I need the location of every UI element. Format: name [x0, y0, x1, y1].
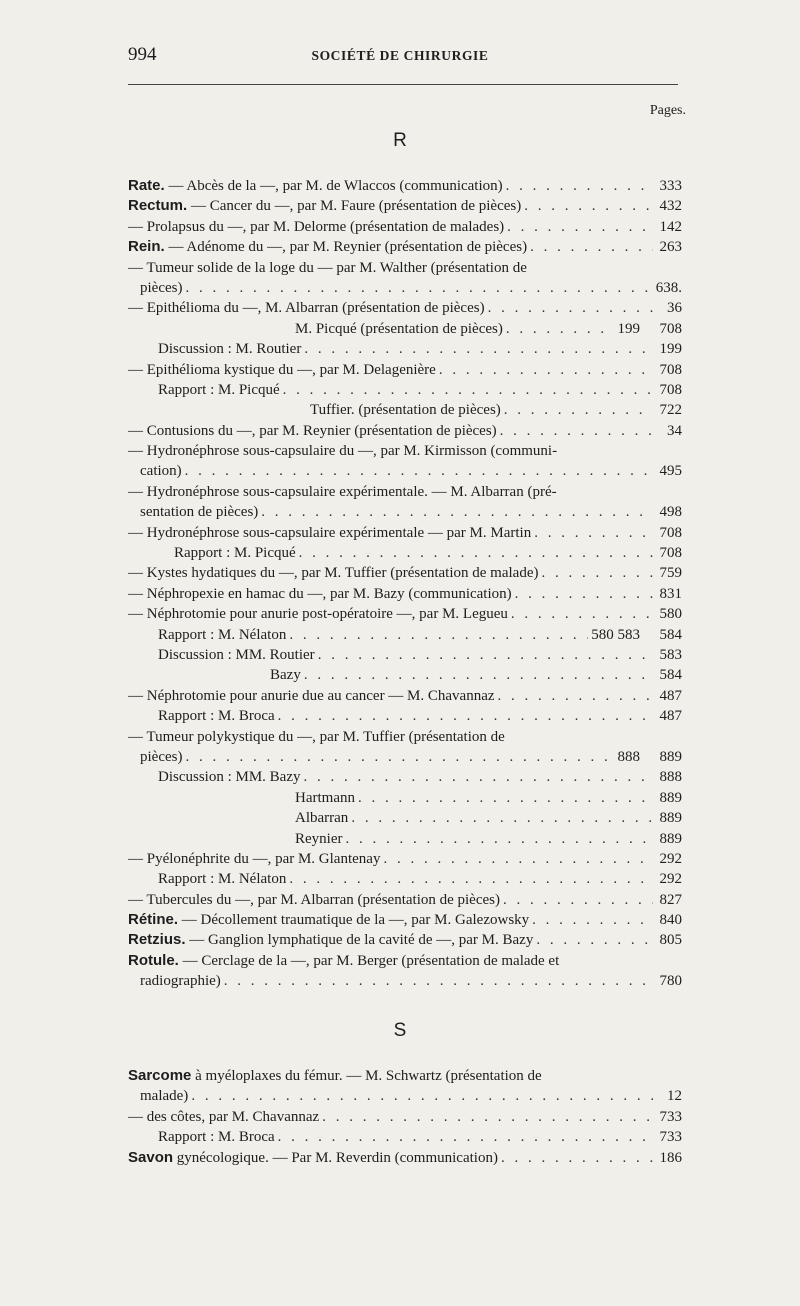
entry-text	[270, 665, 301, 685]
page-reference: 263	[659, 239, 682, 256]
entry-text	[128, 421, 497, 441]
index-entry-line	[128, 196, 682, 216]
dot-leader	[541, 563, 653, 583]
section-letter-r: R	[393, 130, 407, 151]
dot-leader	[530, 237, 653, 257]
entry-text	[128, 1148, 498, 1168]
page-reference: 889	[659, 748, 682, 765]
page-reference: 827	[659, 891, 682, 908]
dot-leader	[191, 1086, 653, 1106]
entry-text	[128, 584, 512, 604]
page-reference: 487	[659, 708, 682, 725]
index-entry-line	[128, 951, 682, 971]
entry-body: Rapport : M. Picqué	[158, 381, 280, 398]
index-entry-line	[128, 890, 682, 910]
dot-leader	[536, 930, 653, 950]
dot-leader	[503, 890, 653, 910]
extra-page-reference: 199	[617, 320, 640, 337]
entry-body: pièces)	[140, 279, 183, 296]
index-entry-line	[128, 258, 682, 278]
entry-body: — Néphrotomie pour anurie due au cancer — M. Chavannaz	[128, 687, 495, 704]
dot-leader	[304, 339, 653, 359]
page-reference: 708	[659, 524, 682, 541]
entry-text	[158, 767, 301, 787]
extra-page-reference: 888	[617, 748, 640, 765]
index-entry-line	[128, 727, 682, 747]
index-entry-line	[128, 523, 682, 543]
index-entry-line	[128, 604, 682, 624]
entry-body: pièces)	[140, 748, 183, 765]
entry-text	[128, 258, 527, 278]
page-reference: 584	[659, 626, 682, 643]
dot-leader	[289, 625, 588, 645]
entry-heading: Rectum.	[128, 197, 188, 215]
entry-body: Albarran	[295, 810, 349, 827]
dot-leader	[358, 788, 653, 808]
entry-text	[140, 278, 182, 298]
index-entry-line	[128, 339, 682, 359]
entry-heading: Retzius.	[128, 931, 186, 949]
entry-body: — Pyélonéphrite du —, par M. Glantenay	[128, 850, 381, 867]
entry-text	[140, 1086, 188, 1106]
entry-body: Rapport : M. Broca	[158, 1129, 275, 1146]
index-entry-line	[128, 788, 682, 808]
entry-text	[128, 196, 521, 216]
index-entry-line	[128, 1066, 682, 1086]
entry-body: — Epithélioma kystique du —, par M. Delagenière	[128, 361, 436, 378]
dot-leader	[351, 808, 653, 828]
entry-body: Bazy	[270, 667, 301, 684]
entry-text	[295, 319, 503, 339]
page-reference: 142	[659, 218, 682, 235]
page-reference: 733	[659, 1129, 682, 1146]
page-reference: 638.	[655, 279, 682, 296]
entry-body: — Kystes hydatiques du —, par M. Tuffier (présentation de malade)	[128, 565, 539, 582]
entry-body: à myéloplaxes du fémur. — M. Schwartz (présentation de	[191, 1068, 542, 1084]
entry-text	[128, 1107, 319, 1127]
index-entry-line	[128, 584, 682, 604]
entry-body: Rapport : M. Broca	[158, 708, 275, 725]
entry-text	[128, 563, 538, 583]
index-entry-line	[128, 278, 682, 298]
dot-leader	[506, 176, 653, 196]
entry-body: — Cancer du —, par M. Faure (présentation de pièces)	[187, 198, 522, 215]
index-entry-line	[128, 829, 682, 849]
entry-text	[295, 808, 348, 828]
pages-column-label: Pages.	[649, 103, 686, 118]
dot-leader	[278, 1127, 653, 1147]
index-entry-line	[128, 176, 682, 196]
entry-text	[128, 604, 508, 624]
entry-body: — Abcès de la —, par M. de Wlaccos (communication)	[164, 178, 503, 194]
entry-text	[140, 461, 182, 481]
running-title: SOCIÉTÉ DE CHIRURGIE	[311, 48, 489, 63]
index-entry-line	[128, 482, 682, 502]
index-entry-line	[128, 1107, 682, 1127]
entry-body: Rapport : M. Picqué	[174, 545, 296, 562]
dot-leader	[185, 461, 653, 481]
index-entry-line	[128, 849, 682, 869]
entry-text	[158, 869, 286, 889]
page-reference: 498	[659, 504, 682, 521]
page-reference: 708	[659, 361, 682, 378]
entry-body: — Epithélioma du —, M. Albarran (présentation de pièces)	[128, 300, 485, 317]
page-reference: 495	[659, 463, 682, 480]
entry-text	[295, 829, 342, 849]
entry-body: Discussion : M. Routier	[158, 341, 302, 358]
entry-body: Discussion : MM. Bazy	[158, 769, 301, 786]
entry-heading: Sarcome	[128, 1067, 192, 1084]
entry-text	[128, 1066, 542, 1086]
entry-heading: Savon	[128, 1148, 174, 1166]
entry-body: — Hydronéphrose sous-capsulaire du —, par M. Kirmisson (communi-	[128, 443, 558, 460]
dot-leader	[322, 1107, 653, 1127]
entry-text	[128, 951, 559, 971]
entry-text	[140, 971, 221, 991]
page-reference: 432	[659, 198, 682, 215]
entry-body: gynécologique. — Par M. Reverdin (communication)	[173, 1149, 498, 1166]
entry-body: — Décollement traumatique de la —, par M. Galezowsky	[178, 912, 530, 929]
entry-text	[158, 339, 301, 359]
page-reference: 580	[659, 606, 682, 623]
index-entry-line	[128, 706, 682, 726]
page-reference: 889	[659, 810, 682, 827]
index-entry-line	[128, 1086, 682, 1106]
entry-heading: Rotule.	[128, 951, 179, 969]
page-reference: 36	[667, 300, 682, 317]
index-entry-line	[128, 686, 682, 706]
index-entry-line	[128, 543, 682, 563]
index-entry-line	[128, 237, 682, 257]
entry-heading: Rétine.	[128, 911, 179, 929]
entry-body: Rapport : M. Nélaton	[158, 626, 287, 643]
page-reference: 12	[667, 1088, 682, 1105]
entry-text	[128, 298, 485, 318]
page-reference: 292	[659, 871, 682, 888]
index-entry-line	[128, 563, 682, 583]
dot-leader	[524, 196, 653, 216]
entry-body: Hartmann	[295, 789, 355, 806]
page-reference: 708	[659, 381, 682, 398]
entry-body: — Tubercules du —, par M. Albarran (présentation de pièces)	[128, 891, 500, 908]
entry-text	[128, 360, 436, 380]
index-entry-line	[128, 360, 682, 380]
page-reference: 759	[659, 565, 682, 582]
entry-text	[128, 890, 500, 910]
entry-body: — Hydronéphrose sous-capsulaire expérimentale. — M. Albarran (pré-	[128, 483, 557, 500]
page-reference: 584	[659, 667, 682, 684]
dot-leader	[383, 849, 653, 869]
entry-text	[158, 380, 280, 400]
page-reference: 805	[659, 932, 682, 949]
entry-text	[128, 523, 531, 543]
dot-leader	[278, 706, 653, 726]
entry-body: — Cerclage de la —, par M. Berger (présentation de malade et	[178, 952, 560, 969]
entry-body: — Prolapsus du —, par M. Delorme (présentation de malades)	[128, 218, 505, 235]
page-reference: 888	[659, 769, 682, 786]
index-entry-line	[128, 502, 682, 522]
index-entry-line	[128, 1127, 682, 1147]
entry-text	[128, 482, 557, 502]
entry-body: cation)	[140, 463, 182, 480]
entry-body: — des côtes, par M. Chavannaz	[128, 1108, 320, 1125]
dot-leader	[534, 523, 653, 543]
entry-text	[128, 237, 527, 257]
dot-leader	[299, 543, 653, 563]
entry-body: — Contusions du —, par M. Reynier (présentation de pièces)	[128, 422, 497, 439]
entry-body: Tuffier. (présentation de pièces)	[310, 402, 501, 419]
dot-leader	[304, 767, 654, 787]
page-reference: 708	[659, 320, 682, 337]
entry-text	[158, 1127, 275, 1147]
dot-leader	[488, 298, 653, 318]
header-rule	[128, 84, 678, 85]
page-reference: 292	[659, 850, 682, 867]
page-reference: 199	[659, 341, 682, 358]
page-reference: 889	[659, 789, 682, 806]
index-entry-line	[128, 217, 682, 237]
index-entry-line	[128, 625, 682, 645]
dot-leader	[439, 360, 653, 380]
dot-leader	[318, 645, 653, 665]
index-entry-line	[128, 971, 682, 991]
entry-text	[140, 747, 182, 767]
index-section-s	[128, 1066, 682, 1168]
entry-text	[128, 910, 529, 930]
index-entry-line	[128, 380, 682, 400]
entry-body: — Hydronéphrose sous-capsulaire expérimentale — par M. Martin	[128, 524, 532, 541]
entry-text	[158, 645, 315, 665]
entry-text	[128, 176, 503, 196]
index-entry-line	[128, 298, 682, 318]
entry-body: M. Picqué (présentation de pièces)	[295, 320, 503, 337]
entry-body: Discussion : MM. Routier	[158, 646, 315, 663]
entry-heading: Rate.	[128, 177, 165, 194]
dot-leader	[511, 604, 653, 624]
page-number: 994	[128, 44, 157, 65]
dot-leader	[504, 400, 653, 420]
dot-leader	[498, 686, 653, 706]
index-entry-line	[128, 930, 682, 950]
entry-text	[128, 727, 505, 747]
index-section-r	[128, 176, 682, 992]
page-reference: 733	[659, 1108, 682, 1125]
dot-leader	[261, 502, 653, 522]
page-reference: 840	[659, 912, 682, 929]
page-reference: 889	[659, 830, 682, 847]
entry-body: — Tumeur solide de la loge du — par M. Walther (présentation de	[128, 259, 527, 276]
dot-leader	[224, 971, 653, 991]
dot-leader	[500, 421, 653, 441]
page-reference: 831	[659, 585, 682, 602]
index-entry-line	[128, 808, 682, 828]
index-entry-line	[128, 461, 682, 481]
entry-body: radiographie)	[140, 973, 221, 990]
dot-leader	[507, 217, 653, 237]
page-reference: 583	[659, 646, 682, 663]
entry-text	[158, 625, 286, 645]
entry-text	[128, 217, 504, 237]
entry-text	[140, 502, 258, 522]
page-reference: 333	[659, 178, 682, 194]
entry-body: — Néphropexie en hamac du —, par M. Bazy (communication)	[128, 585, 512, 602]
dot-leader	[501, 1148, 653, 1168]
entry-body: — Tumeur polykystique du —, par M. Tuffier (présentation de	[128, 728, 505, 745]
dot-leader	[185, 747, 614, 767]
dot-leader	[515, 584, 653, 604]
dot-leader	[185, 278, 652, 298]
page-reference: 780	[659, 973, 682, 990]
index-entry-line	[128, 319, 682, 339]
entry-body: Reynier	[295, 830, 343, 847]
section-letter-s: S	[393, 1020, 407, 1041]
dot-leader	[283, 380, 653, 400]
entry-text	[174, 543, 296, 563]
entry-body: sentation de pièces)	[140, 504, 259, 521]
extra-page-reference: 580 583	[591, 626, 640, 643]
index-entry-line	[128, 747, 682, 767]
entry-body: — Néphrotomie pour anurie post-opératoire —, par M. Legueu	[128, 606, 508, 623]
dot-leader	[304, 665, 653, 685]
dot-leader	[532, 910, 653, 930]
page-reference: 487	[659, 687, 682, 704]
index-entry-line	[128, 767, 682, 787]
index-entry-line	[128, 421, 682, 441]
entry-text	[128, 441, 557, 461]
entry-body: — Adénome du —, par M. Reynier (présentation de pièces)	[164, 239, 528, 256]
index-entry-line	[128, 441, 682, 461]
entry-text	[128, 686, 495, 706]
dot-leader	[289, 869, 653, 889]
index-entry-line	[128, 1148, 682, 1168]
entry-text	[310, 400, 501, 420]
entry-text	[158, 706, 275, 726]
entry-text	[128, 930, 533, 950]
index-entry-line	[128, 910, 682, 930]
page-reference: 34	[667, 422, 682, 439]
index-entry-line	[128, 645, 682, 665]
index-entry-line	[128, 665, 682, 685]
index-entry-line	[128, 869, 682, 889]
entry-text	[128, 849, 380, 869]
page-reference: 186	[659, 1149, 682, 1166]
page-reference: 722	[659, 402, 682, 419]
entry-body: malade)	[140, 1088, 189, 1105]
entry-body: — Ganglion lymphatique de la cavité de —, par M. Bazy	[185, 932, 534, 949]
entry-text	[295, 788, 355, 808]
entry-body: Rapport : M. Nélaton	[158, 871, 287, 888]
dot-leader	[345, 829, 653, 849]
entry-heading: Rein.	[128, 238, 165, 256]
page-reference: 708	[659, 545, 682, 562]
index-entry-line	[128, 400, 682, 420]
dot-leader	[506, 319, 615, 339]
